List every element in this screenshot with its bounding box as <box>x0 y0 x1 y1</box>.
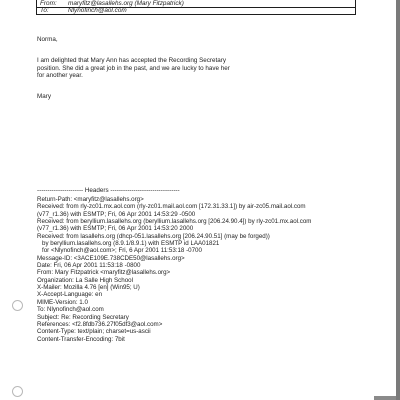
from-row <box>40 0 184 7</box>
header-line: by beryllium.lasallehs.org (8.9.1/8.9.1) with ESMTP id LAA01821 <box>42 240 220 248</box>
header-line: Date: Fri, 06 Apr 2001 11:53:18 -0800 <box>37 262 141 270</box>
email-header-box <box>36 0 356 15</box>
salutation: Norma, <box>37 36 58 43</box>
headers-title: ---------------------- Headers --------------------------------- <box>37 187 180 194</box>
to-row <box>40 7 127 14</box>
header-line: Return-Path: <maryfitz@lasallehs.org> <box>37 196 144 203</box>
header-line: Message-ID: <3ACE109E.738CDE50@lasallehs.org> <box>37 254 185 262</box>
from-label: From: <box>40 0 57 7</box>
header-line: Content-Type: text/plain; charset=us-ascii <box>37 328 151 336</box>
header-line: Received: from lasallehs.org (dhcp-051.lasallehs.org [206.24.90.51] (may be forged)) <box>37 232 270 240</box>
binder-hole <box>12 386 23 397</box>
binder-hole <box>12 300 23 311</box>
from-value: maryfitz@lasallehs.org (Mary Fitzpatrick) <box>68 0 184 7</box>
header-line: To: Nlynofinch@aol.com <box>37 306 104 314</box>
header-line: (v77_r1.36) with ESMTP; Fri, 06 Apr 2001 14:53:20 2000 <box>37 225 194 233</box>
header-line: Received: from rly-zc01.mx.aol.com (rly-zc01.mail.aol.com [172.31.33.1]) by air-zc05.mail.aol.com <box>37 203 306 211</box>
header-line: References: <f2.8fdb736.27f05df3@aol.com> <box>37 320 163 328</box>
header-line: MIME-Version: 1.0 <box>37 298 88 306</box>
scan-page-edge <box>396 0 400 400</box>
header-line: (v77_r1.36) with ESMTP; Fri, 06 Apr 2001 14:53:29 -0500 <box>37 210 196 218</box>
to-label: To: <box>40 7 49 14</box>
paragraph-line-3: for another year. <box>37 72 83 79</box>
paragraph-line-2: position. She did a great job in the past, and we are lucky to have her <box>37 64 230 72</box>
header-line: Subject: Re: Recording Secretary <box>37 313 129 321</box>
header-line: From: Mary Fitzpatrick <maryfitz@lasallehs.org> <box>37 269 171 277</box>
scan-corner-mark <box>374 396 396 400</box>
headers-block <box>37 196 367 343</box>
signature: Mary <box>37 93 51 100</box>
paragraph-line-1: I am delighted that Mary Ann has accepted the Recording Secretary <box>37 57 227 64</box>
header-line: for <Nlynofinch@aol.com>; Fri, 6 Apr 2001 11:53:18 -0700 <box>42 247 202 255</box>
header-line: Received: from beryllium.lasallehs.org (beryllium.lasallehs.org [206.24.90.4]) by rly-zc01.mx.aol.com <box>37 218 312 226</box>
header-line: X-Mailer: Mozilla 4.76 [en] (Win95; U) <box>37 284 140 292</box>
header-line: X-Accept-Language: en <box>37 291 103 299</box>
to-value: Nlynofinch@aol.com <box>68 7 127 14</box>
header-line: Organization: La Salle High School <box>37 276 133 284</box>
header-line: Content-Transfer-Encoding: 7bit <box>37 335 125 343</box>
